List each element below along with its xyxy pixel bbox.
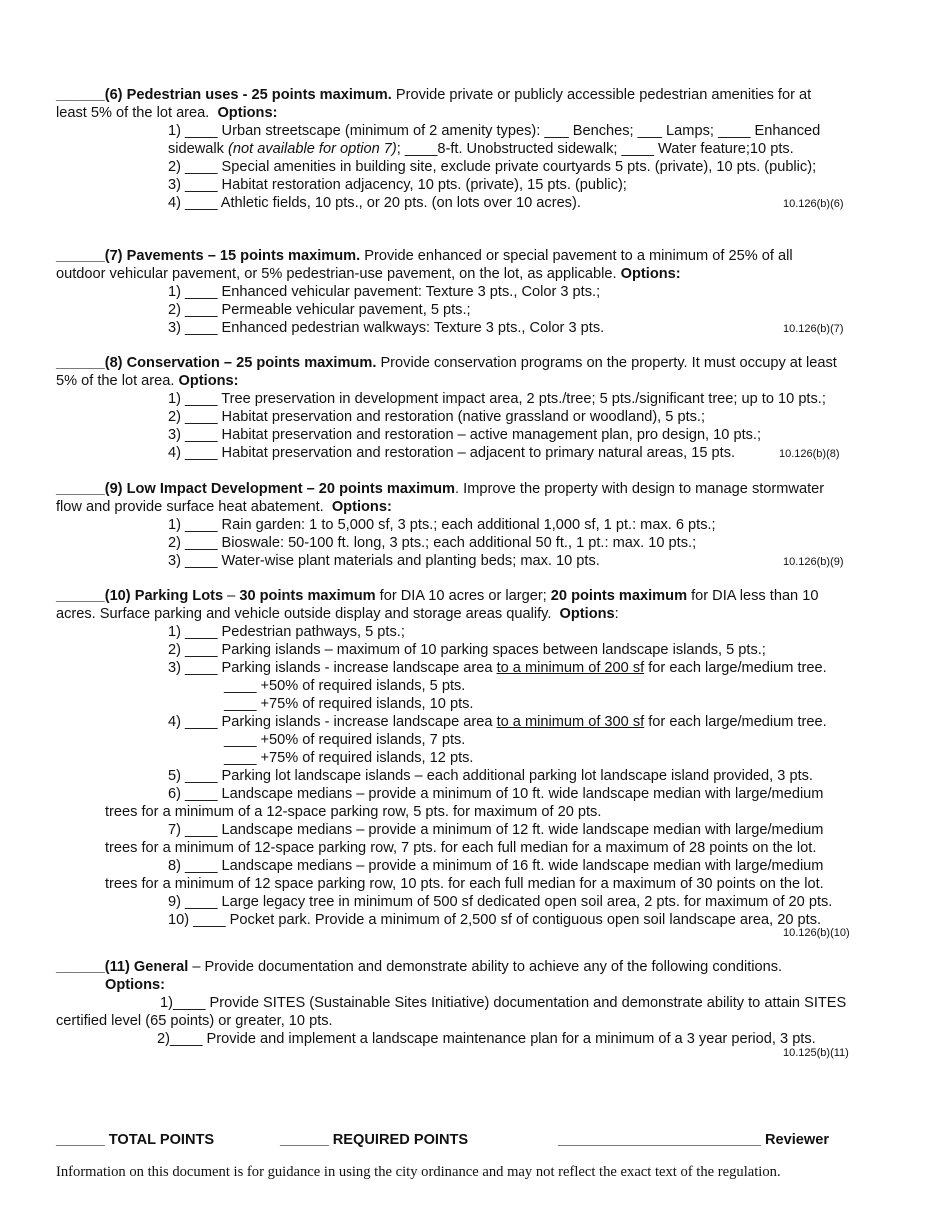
s6-score-blank[interactable]: ______ [56, 87, 105, 103]
s10-option-4 [168, 713, 827, 731]
s7-options-label: Options: [620, 266, 681, 282]
s6-option-1b-pre: sidewalk [168, 141, 229, 157]
s7-option-2: 2) ____ Permeable vehicular pavement, 5 pts.; [168, 302, 471, 318]
s11-reference: 10.125(b)(11) [783, 1047, 849, 1059]
reviewer [558, 1132, 829, 1148]
s8-option-2: 2) ____ Habitat preservation and restoration (native grassland or woodland), 5 pts.; [168, 409, 706, 425]
s11-heading: (11) General [104, 959, 189, 975]
s10-option-3-post: for each large/medium tree. [644, 660, 827, 676]
footer-disclaimer: Information on this document is for guidance in using the city ordinance and may not reflect the exact text of the regulation. [56, 1164, 781, 1180]
s6-intro-line2 [56, 104, 277, 122]
s7-heading: (7) Pavements – 15 points maximum. [104, 248, 361, 264]
s6-option-1b-italic: (not available for option 7) [228, 141, 397, 157]
s10-option-7b: trees for a minimum of 12-space parking row, 7 pts. for each full median for a maximum of 28 points on the lot. [105, 840, 817, 856]
s9-option-3: 3) ____ Water-wise plant materials and planting beds; max. 10 pts. [168, 553, 600, 569]
s8-option-4: 4) ____ Habitat preservation and restoration – adjacent to primary natural areas, 15 pts. [168, 445, 736, 461]
s10-heading: (10) Parking Lots [104, 588, 224, 604]
s10-heading-line [56, 587, 818, 605]
s11-score-blank[interactable]: ______ [56, 959, 105, 975]
s9-options-label: Options: [331, 499, 392, 515]
s9-intro2: flow and provide surface heat abatement. [56, 499, 324, 515]
s8-option-3: 3) ____ Habitat preservation and restoration – active management plan, pro design, 10 pts.; [168, 427, 762, 443]
s10-option-9: 9) ____ Large legacy tree in minimum of 500 sf dedicated open soil area, 2 pts. for maximum of 20 pts. [168, 894, 833, 910]
s6-option-1b-post: ; ____8-ft. Unobstructed sidewalk; ____ Water feature;10 pts. [396, 141, 794, 157]
s10-option-6a: 6) ____ Landscape medians – provide a minimum of 10 ft. wide landscape median with large/medium [168, 786, 824, 802]
s10-intro2: acres. Surface parking and vehicle outside display and storage areas qualify. [56, 606, 552, 622]
s7-option-3: 3) ____ Enhanced pedestrian walkways: Texture 3 pts., Color 3 pts. [168, 320, 605, 336]
s11-intro: – Provide documentation and demonstrate ability to achieve any of the following conditions. [188, 959, 783, 975]
total-points-label: TOTAL POINTS [104, 1132, 215, 1148]
s10-option-8b: trees for a minimum of 12 space parking row, 10 pts. for each full median for a maximum of 30 points on the lot. [105, 876, 824, 892]
total-points-blank[interactable]: ______ [56, 1132, 105, 1148]
s10-option-2: 2) ____ Parking islands – maximum of 10 parking spaces between landscape islands, 5 pts.; [168, 642, 766, 658]
required-points-label: REQUIRED POINTS [328, 1132, 469, 1148]
s10-dash: – [223, 588, 240, 604]
s6-reference: 10.126(b)(6) [783, 198, 844, 210]
s9-reference: 10.126(b)(9) [783, 556, 844, 568]
s9-heading-line [56, 480, 824, 498]
s6-option-2: 2) ____ Special amenities in building site, exclude private courtyards 5 pts. (private), 10 pts. (public); [168, 159, 817, 175]
s8-intro-line2 [56, 372, 239, 390]
s7-score-blank[interactable]: ______ [56, 248, 105, 264]
s8-options-label: Options: [178, 373, 239, 389]
s9-intro-line2 [56, 498, 392, 516]
s6-heading: (6) Pedestrian uses - 25 points maximum. [104, 87, 392, 103]
s7-option-1: 1) ____ Enhanced vehicular pavement: Texture 3 pts., Color 3 pts.; [168, 284, 601, 300]
s10-option-1: 1) ____ Pedestrian pathways, 5 pts.; [168, 624, 405, 640]
total-points [56, 1132, 214, 1148]
s10-option-6b: trees for a minimum of a 12-space parking row, 5 pts. for maximum of 20 pts. [105, 804, 602, 820]
s8-score-blank[interactable]: ______ [56, 355, 105, 371]
s11-option-1b: certified level (65 points) or greater, 10 pts. [56, 1013, 333, 1029]
s9-score-blank[interactable]: ______ [56, 481, 105, 497]
s6-option-4: 4) ____ Athletic fields, 10 pts., or 20 pts. (on lots over 10 acres). [168, 195, 581, 211]
s10-end: for DIA less than 10 [687, 588, 819, 604]
s10-option-4-pre: 4) ____ Parking islands - increase landscape area [168, 714, 497, 730]
s8-reference: 10.126(b)(8) [779, 448, 840, 460]
s8-option-1: 1) ____ Tree preservation in development impact area, 2 pts./tree; 5 pts./significant tree; up to 10 pts.; [168, 391, 826, 407]
s10-option-10: 10) ____ Pocket park. Provide a minimum of 2,500 sf of contiguous open soil landscape area, 20 pts. [168, 912, 822, 928]
reviewer-label: Reviewer [760, 1132, 830, 1148]
s10-option-4a: ____ +50% of required islands, 7 pts. [224, 732, 466, 748]
s10-reference: 10.126(b)(10) [783, 927, 850, 939]
s6-option-1a: 1) ____ Urban streetscape (minimum of 2 amenity types): ___ Benches; ___ Lamps; ____ Enhanced [168, 123, 821, 139]
s11-option-2: 2)____ Provide and implement a landscape maintenance plan for a minimum of a 3 year period, 3 pts. [157, 1031, 816, 1047]
s10-score-blank[interactable]: ______ [56, 588, 105, 604]
s6-intro2: least 5% of the lot area. [56, 105, 210, 121]
s6-options-label: Options: [217, 105, 278, 121]
s10-mid: for DIA 10 acres or larger; [375, 588, 551, 604]
s7-intro: Provide enhanced or special pavement to a minimum of 25% of all [360, 248, 793, 264]
required-points [280, 1132, 468, 1148]
s9-option-2: 2) ____ Bioswale: 50-100 ft. long, 3 pts.; each additional 50 ft., 1 pt.: max. 10 pts.; [168, 535, 697, 551]
s10-option-4-post: for each large/medium tree. [644, 714, 827, 730]
s10-intro-line2 [56, 605, 619, 623]
s10-option-3-pre: 3) ____ Parking islands - increase landscape area [168, 660, 497, 676]
s7-heading-line [56, 247, 793, 265]
s10-option-3a: ____ +50% of required islands, 5 pts. [224, 678, 466, 694]
s8-heading-line [56, 354, 837, 372]
s11-options-label: Options: [105, 977, 165, 993]
s10-option-4b: ____ +75% of required islands, 12 pts. [224, 750, 474, 766]
s7-intro-line2 [56, 265, 681, 283]
s6-option-1b [168, 140, 794, 158]
s10-option-3b: ____ +75% of required islands, 10 pts. [224, 696, 474, 712]
s9-option-1: 1) ____ Rain garden: 1 to 5,000 sf, 3 pts.; each additional 1,000 sf, 1 pt.: max. 6 pts.; [168, 517, 716, 533]
s6-option-3: 3) ____ Habitat restoration adjacency, 10 pts. (private), 15 pts. (public); [168, 177, 627, 193]
s6-intro: Provide private or publicly accessible pedestrian amenities for at [391, 87, 812, 103]
s7-reference: 10.126(b)(7) [783, 323, 844, 335]
s11-option-1a: 1)____ Provide SITES (Sustainable Sites Initiative) documentation and demonstrate ability to attain SITES [160, 995, 847, 1011]
s10-option-8a: 8) ____ Landscape medians – provide a minimum of 16 ft. wide landscape median with large/medium [168, 858, 824, 874]
s6-heading-line [56, 86, 811, 104]
s10-option-3 [168, 659, 827, 677]
reviewer-blank[interactable]: _________________________ [558, 1132, 761, 1148]
s10-max30: 30 points maximum [239, 588, 376, 604]
required-points-blank[interactable]: ______ [280, 1132, 329, 1148]
s10-options-label: Options [559, 606, 615, 622]
s10-option-3-underlined: to a minimum of 200 sf [496, 660, 645, 676]
s9-heading: (9) Low Impact Development – 20 points maximum [104, 481, 456, 497]
s8-intro: Provide conservation programs on the property. It must occupy at least [376, 355, 837, 371]
s10-max20: 20 points maximum [550, 588, 688, 604]
s10-option-4-underlined: to a minimum of 300 sf [496, 714, 645, 730]
s8-heading: (8) Conservation – 25 points maximum. [104, 355, 377, 371]
s10-option-5: 5) ____ Parking lot landscape islands – each additional parking lot landscape island provided, 3 pts. [168, 768, 813, 784]
s10-option-7a: 7) ____ Landscape medians – provide a minimum of 12 ft. wide landscape median with large/medium [168, 822, 824, 838]
s7-intro2: outdoor vehicular pavement, or 5% pedestrian-use pavement, on the lot, as applicable. [56, 266, 617, 282]
s8-intro2: 5% of the lot area. [56, 373, 175, 389]
s10-options-colon: : [614, 606, 619, 622]
s11-heading-line [56, 958, 782, 976]
s9-intro: . Improve the property with design to manage stormwater [455, 481, 825, 497]
